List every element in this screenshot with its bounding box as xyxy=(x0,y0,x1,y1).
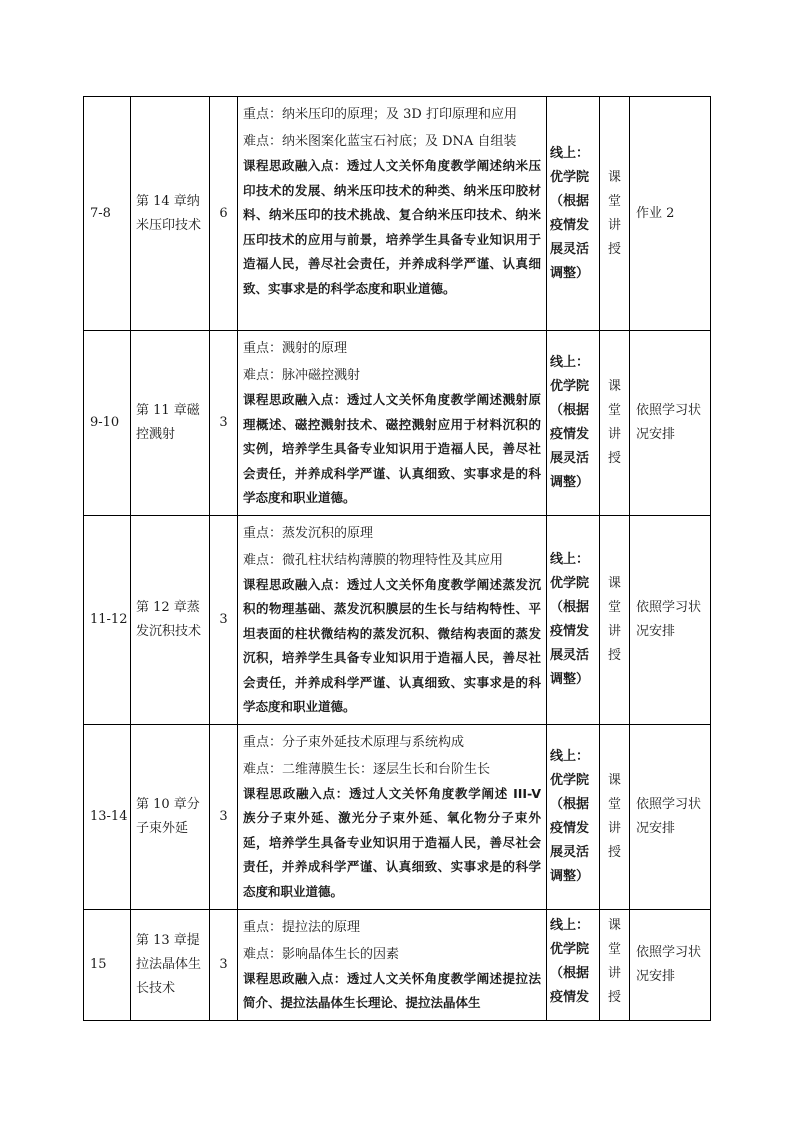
key-point: 重点：蒸发沉积的原理 xyxy=(243,525,374,541)
content-cell xyxy=(238,724,547,909)
homework-cell: 依照学习状况安排 xyxy=(630,331,711,516)
hours-cell: 3 xyxy=(210,515,238,724)
week-cell: 11-12 xyxy=(84,515,131,724)
content-cell xyxy=(238,515,547,724)
teaching-mode-cell: 线上：优学院（根据疫情发展灵活调整） xyxy=(547,724,600,909)
key-point: 重点：提拉法的原理 xyxy=(243,919,361,935)
teaching-mode-cell: 线上：优学院（根据疫情发展灵活调整） xyxy=(547,331,600,516)
teaching-method-cell xyxy=(600,909,630,1020)
homework-cell: 依照学习状况安排 xyxy=(630,515,711,724)
teaching-method-cell xyxy=(600,724,630,909)
teaching-method-cell xyxy=(600,331,630,516)
hours-cell: 3 xyxy=(210,724,238,909)
week-cell: 9-10 xyxy=(84,331,131,516)
ideology-point: 课程思政融入点：透过人文关怀角度教学阐述提拉法简介、提拉法晶体生长理论、提拉法晶体生 xyxy=(243,970,541,1010)
difficult-point: 难点：脉冲磁控溅射 xyxy=(243,368,361,383)
chapter-cell: 第 14 章纳米压印技术 xyxy=(131,97,210,331)
key-point: 重点：纳米压印的原理；及 3D 打印原理和应用 xyxy=(243,107,517,122)
chapter-cell: 第 13 章提拉法晶体生长技术 xyxy=(131,909,210,1020)
homework-cell: 依照学习状况安排 xyxy=(630,724,711,909)
teaching-mode-cell: 线上：优学院（根据疫情发 xyxy=(547,909,600,1020)
hours-cell: 6 xyxy=(210,97,238,331)
teaching-method-text: 课堂讲授 xyxy=(607,917,621,1005)
chapter-cell: 第 11 章磁控溅射 xyxy=(131,331,210,516)
homework-cell: 依照学习状况安排 xyxy=(630,909,711,1020)
course-schedule-table xyxy=(83,96,711,1021)
difficult-point: 难点：影响晶体生长的因素 xyxy=(243,946,400,962)
ideology-point: 课程思政融入点：透过人文关怀角度教学阐述 III-V 族分子束外延、激光分子束外延、氧化物分子束外延，培养学生具备专业知识用于造福人民，善尽社会责任，并养成科学严谨、认真细致、实事求是的科学态度和职业道德。 xyxy=(243,785,541,899)
table-row xyxy=(84,909,711,1020)
key-point: 重点：分子束外延技术原理与系统构成 xyxy=(243,734,465,750)
homework-cell: 作业 2 xyxy=(630,97,711,331)
ideology-point: 课程思政融入点：透过人文关怀角度教学阐述溅射原理概述、磁控溅射技术、磁控溅射应用于材料沉积的实例，培养学生具备专业知识用于造福人民，善尽社会责任，并养成科学严谨、认真细致、实事求是的科学态度和职业道德。 xyxy=(243,392,541,505)
table-row xyxy=(84,331,711,516)
hours-cell: 3 xyxy=(210,909,238,1020)
teaching-method-text: 课堂讲授 xyxy=(607,378,621,466)
teaching-method-text: 课堂讲授 xyxy=(607,169,621,257)
difficult-point: 难点：二维薄膜生长：逐层生长和台阶生长 xyxy=(243,761,491,777)
teaching-mode-cell: 线上：优学院（根据疫情发展灵活调整） xyxy=(547,97,600,331)
table-row xyxy=(84,97,711,331)
teaching-method-cell xyxy=(600,515,630,724)
content-cell xyxy=(238,909,547,1020)
key-point: 重点：溅射的原理 xyxy=(243,341,348,356)
teaching-method-cell xyxy=(600,97,630,331)
teaching-mode-cell: 线上：优学院（根据疫情发展灵活调整） xyxy=(547,515,600,724)
difficult-point: 难点：纳米图案化蓝宝石衬底；及 DNA 自组装 xyxy=(243,134,517,149)
week-cell: 7-8 xyxy=(84,97,131,331)
teaching-method-text: 课堂讲授 xyxy=(607,575,621,663)
hours-cell: 3 xyxy=(210,331,238,516)
chapter-cell: 第 12 章蒸发沉积技术 xyxy=(131,515,210,724)
table-row xyxy=(84,515,711,724)
ideology-point: 课程思政融入点：透过人文关怀角度教学阐述蒸发沉积的物理基础、蒸发沉积膜层的生长与结构特性、平坦表面的柱状微结构的蒸发沉积、微结构表面的蒸发沉积，培养学生具备专业知识用于造福人民，善尽社会责任，并养成科学严谨、认真细致、实事求是的科学态度和职业道德。 xyxy=(243,576,541,714)
teaching-method-text: 课堂讲授 xyxy=(607,772,621,860)
ideology-point: 课程思政融入点：透过人文关怀角度教学阐述纳米压印技术的发展、纳米压印技术的种类、纳米压印胶材料、纳米压印的技术挑战、复合纳米压印技术、纳米压印技术的应用与前景，培养学生具备专业知识用于造福人民，善尽社会责任，并养成科学严谨、认真细致、实事求是的科学态度和职业道德。 xyxy=(243,158,541,296)
difficult-point: 难点：微孔柱状结构薄膜的物理特性及其应用 xyxy=(243,552,504,568)
content-cell xyxy=(238,331,547,516)
content-cell xyxy=(238,97,547,331)
chapter-cell: 第 10 章分子束外延 xyxy=(131,724,210,909)
table-row xyxy=(84,724,711,909)
week-cell: 15 xyxy=(84,909,131,1020)
week-cell: 13-14 xyxy=(84,724,131,909)
